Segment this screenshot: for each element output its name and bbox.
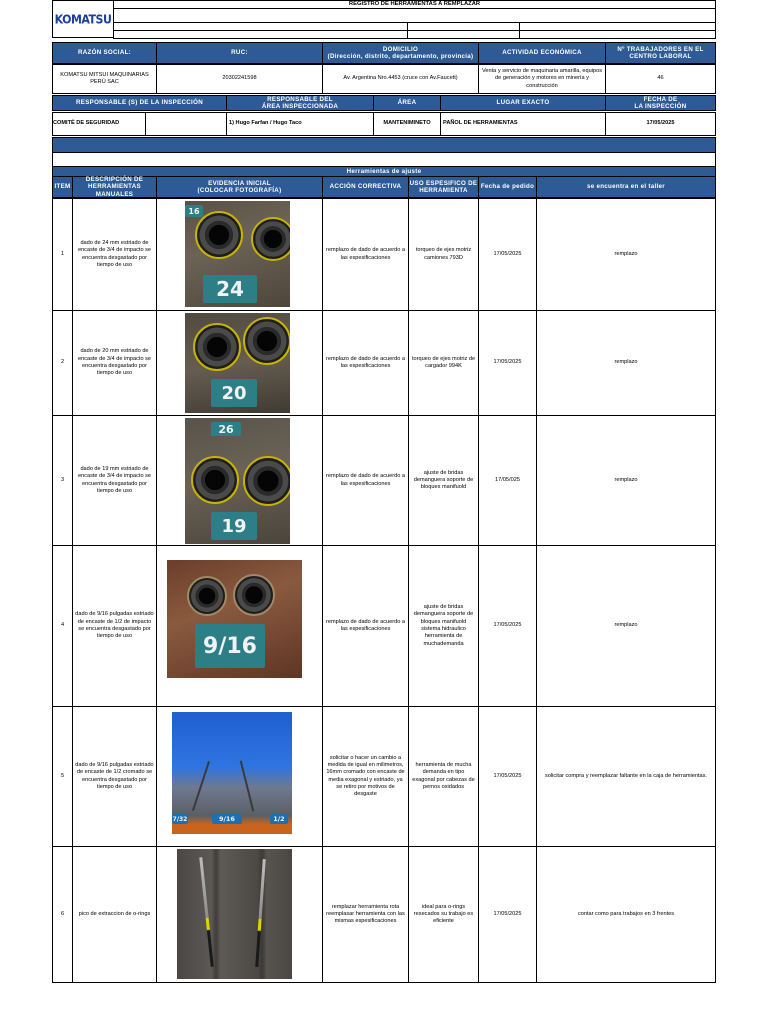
- row-4-description: dado de 9/16 pulgadas estriado de encaste de 1/2 de impacto se encuentra desgastado por tiempo de uso: [72, 545, 157, 707]
- tools-header-date: Fecha de pedido: [478, 176, 537, 198]
- tools-header-status: se encuentra en el taller: [536, 176, 716, 198]
- socket-icon: [243, 317, 290, 365]
- row-6-item: 6: [52, 846, 73, 983]
- blank-band: [52, 152, 716, 167]
- pick-tool-icon: [255, 859, 266, 967]
- socket-icon: [195, 211, 243, 259]
- company-ruc: 20302241598: [156, 64, 323, 94]
- row-3-photo: [185, 418, 290, 544]
- socket-icon: [251, 217, 290, 261]
- row-1-description: dado de 24 mm estriado de encaste de 3/4 de impacto se encuentra desgastado por tiempo de uso: [72, 198, 157, 311]
- row-3-use: ajuste de bridas demanguera soporte de bloques manifuold: [408, 415, 479, 546]
- drawer-divider: [192, 761, 210, 811]
- inspection-area: MANTENIMINETO: [373, 112, 441, 136]
- inspection-blank: [145, 112, 227, 136]
- row-6-evidence-cell: [156, 846, 323, 983]
- row-6-description: pico de extraccion de o-rings: [72, 846, 157, 983]
- row-4-action: remplazo de dado de acuerdo a las espesificaciones: [322, 545, 409, 707]
- company-razon-social: KOMATSU MITSUI MAQUINARIAS PERÚ SAC: [52, 64, 157, 94]
- row-1-use: torqueo de ejes motriz camiones 793D: [408, 198, 479, 311]
- title-blank-cell-4: [113, 30, 408, 39]
- row-3-evidence-cell: [156, 415, 323, 546]
- inspection-header-lugar: LUGAR EXACTO: [440, 95, 606, 111]
- inspection-responsable-area: 1) Hugo Farfan / Hugo Taco: [226, 112, 374, 136]
- socket-icon: [193, 323, 241, 371]
- row-2-evidence-cell: [156, 310, 323, 416]
- socket-icon: [187, 576, 227, 616]
- row-2-item: 2: [52, 310, 73, 416]
- row-5-status: solicitar compra y reemplazar faltante en la caja de herramientas.: [536, 706, 716, 847]
- photo-label-26: 26: [211, 422, 241, 436]
- row-2-use: torqueo de ejes motriz de cargador 994K: [408, 310, 479, 416]
- inspection-header-fecha: FECHA DE LA INSPECCIÓN: [605, 95, 716, 111]
- title-blank-row-1: [113, 8, 716, 23]
- row-2-status: remplazo: [536, 310, 716, 416]
- logo-box: [52, 0, 114, 38]
- title-blank-cell-6: [519, 30, 716, 39]
- photo-label-1-2: 1/2: [270, 814, 288, 824]
- photo-label-16: 16: [185, 205, 203, 217]
- photo-label-19: 19: [211, 512, 257, 540]
- photo-label-9-16: 9/16: [212, 814, 242, 824]
- row-3-status: remplazo: [536, 415, 716, 546]
- row-5-evidence-cell: [156, 706, 323, 847]
- company-actividad: Venta y servicio de maquinaria amarilla, equipos de generación y motores en minería y construcción: [478, 64, 606, 94]
- tools-header-evidence: EVIDENCIA INICIAL (COLOCAR FOTOGRAFÍA): [156, 176, 323, 198]
- company-header-ruc: RUC:: [156, 42, 323, 64]
- photo-label-9-16: 9/16: [195, 624, 265, 668]
- company-header-domicilio: DOMICILIO (Dirección, distrito, departamento, provincia): [322, 42, 479, 64]
- company-header-razon: RAZÓN SOCIAL:: [52, 42, 157, 64]
- row-5-photo: [172, 712, 292, 834]
- row-2-photo: [185, 313, 290, 413]
- company-domicilio: Av. Argentina Nro.4453 (cruce con Av.Faucett): [322, 64, 479, 94]
- form-title: REGISTRO DE HERRAMIENTAS A REMPLAZAR: [113, 0, 716, 9]
- tools-header-description: DESCRIPCIÓN DE HERRAMIENTAS MANUALES: [72, 176, 157, 198]
- pick-tool-icon: [199, 857, 213, 967]
- inspection-header-responsable: RESPONSABLE (S) DE LA INSPECCIÓN: [52, 95, 227, 111]
- row-2-date: 17/05/2025: [478, 310, 537, 416]
- row-5-action: solicitar o hacer un cambio a medida de igual en milimetros, 16mm cromado con encaste de media exagonal y estriado, ya se retiro por motivos de desgaste: [322, 706, 409, 847]
- row-2-action: remplazo de dado de acuerdo a las espesificaciones: [322, 310, 409, 416]
- company-header-actividad: ACTIVIDAD ECONÓMICA: [478, 42, 606, 64]
- row-2-description: dado de 20 mm estriado de encaste de 3/4 de impacto se encuentra desgastado por tiempo de uso: [72, 310, 157, 416]
- row-4-date: 17/05/2025: [478, 545, 537, 707]
- tools-header-action: ACCIÓN CORRECTIVA: [322, 176, 409, 198]
- row-6-action: remplazar herramienta rota reemplasar herramienta con las mismas espesificaciones: [322, 846, 409, 983]
- row-1-item: 1: [52, 198, 73, 311]
- tools-header-use: USO ESPESIFICO DE HERRAMIENTA: [408, 176, 479, 198]
- tools-header-item: ITEM: [52, 176, 73, 198]
- row-3-date: 17/05/025: [478, 415, 537, 546]
- row-5-date: 17/05/2025: [478, 706, 537, 847]
- row-4-photo: [167, 560, 302, 678]
- inspection-header-responsable-area: RESPONSABLE DEL ÁREA INSPECCIONADA: [226, 95, 374, 111]
- inspection-lugar: PAÑOL DE HERRAMIENTAS: [440, 112, 606, 136]
- photo-label-24: 24: [203, 275, 257, 303]
- socket-icon: [233, 574, 275, 616]
- row-4-status: remplazo: [536, 545, 716, 707]
- row-4-item: 4: [52, 545, 73, 707]
- row-3-item: 3: [52, 415, 73, 546]
- row-3-action: remplazo de dado de acuerdo a las espesificaciones: [322, 415, 409, 546]
- inspection-header-area: ÁREA: [373, 95, 441, 111]
- row-6-status: contar como para trabajos en 3 frentes: [536, 846, 716, 983]
- row-6-date: 17/05/2025: [478, 846, 537, 983]
- inspection-responsable: COMITÉ DE SEGURIDAD: [52, 112, 146, 136]
- company-header-trabajadores: Nº TRABAJADORES EN EL CENTRO LABORAL: [605, 42, 716, 64]
- blue-band: [52, 137, 716, 153]
- row-1-action: remplazo de dado de acuerdo a las espesificaciones: [322, 198, 409, 311]
- komatsu-logo: KOMATSU: [54, 11, 112, 27]
- row-4-evidence-cell: [156, 545, 323, 707]
- row-5-use: herramienta de mucha demanda en tipo exagonal por cabezas de pernos oxidados: [408, 706, 479, 847]
- title-blank-cell-5: [407, 30, 520, 39]
- company-trabajadores: 46: [605, 64, 716, 94]
- row-6-use: ideal para o-rings resecados su trabajo es eficiente: [408, 846, 479, 983]
- section-title: Herramientas de ajuste: [52, 166, 716, 177]
- row-1-date: 17/05/2025: [478, 198, 537, 311]
- row-3-description: dado de 19 mm estriado de encaste de 3/4 de impacto se encuentra desgastado por tiempo de uso: [72, 415, 157, 546]
- socket-icon: [243, 456, 290, 506]
- drawer-divider: [240, 761, 255, 812]
- row-6-photo: [177, 849, 292, 979]
- row-1-status: remplazo: [536, 198, 716, 311]
- socket-icon: [191, 456, 239, 504]
- row-4-use: ajuste de bridas demanguera soporte de bloques manifuold sistema hidraulico herramienta de muchademanda: [408, 545, 479, 707]
- photo-label-20: 20: [211, 379, 257, 407]
- row-1-photo: [185, 201, 290, 307]
- photo-label-7-32: 7/32: [172, 815, 188, 823]
- row-1-evidence-cell: [156, 198, 323, 311]
- inspection-fecha: 17/05/2025: [605, 112, 716, 136]
- row-5-description: dado de 9/16 pulgadas estriado de encaste de 1/2 cromado se encuentra desgastado por tiempo de uso: [72, 706, 157, 847]
- row-5-item: 5: [52, 706, 73, 847]
